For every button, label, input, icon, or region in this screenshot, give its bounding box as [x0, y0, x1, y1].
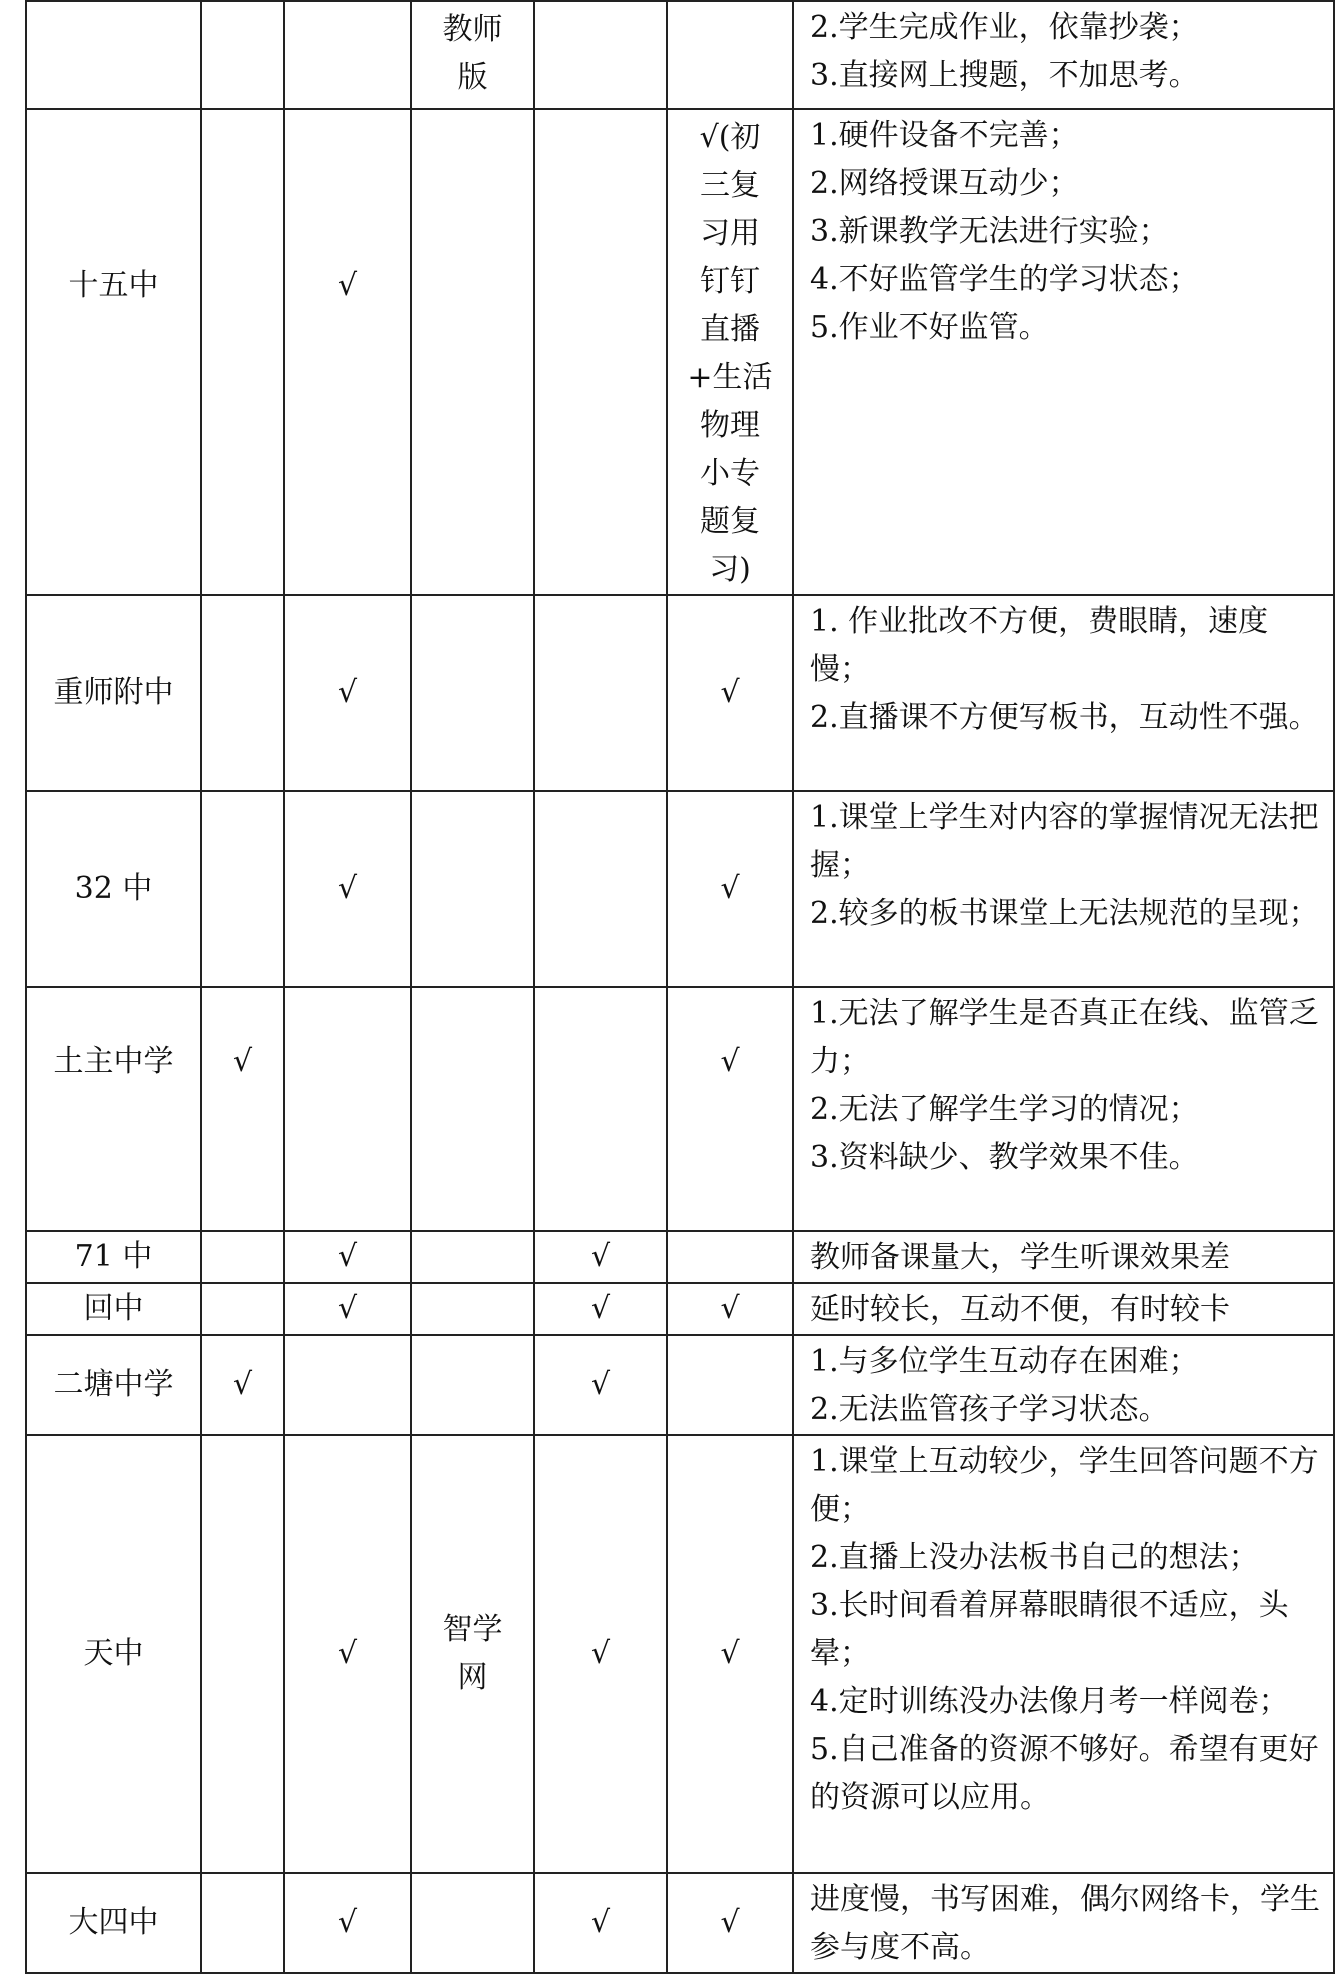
col1-cell: [201, 595, 284, 791]
table-row: [26, 791, 1334, 987]
table-row: [26, 1, 1334, 109]
school-cell: 重师附中: [26, 595, 201, 791]
issues-cell: [793, 1283, 1334, 1335]
check-mark: √: [720, 1044, 740, 1079]
col2-cell: [284, 987, 411, 1231]
issue-line: 1.课堂上学生对内容的掌握情况无法把握；: [810, 800, 1319, 883]
platform-text: 教师版: [442, 12, 503, 95]
col1-cell: [201, 109, 284, 595]
col3-cell: [411, 1435, 534, 1873]
issue-line: 1.无法了解学生是否真正在线、监管乏力；: [810, 996, 1319, 1079]
check-mark: √: [232, 1044, 253, 1079]
school-cell: 大四中: [26, 1873, 201, 1973]
check-note: √(初三复习用钉钉直播+生活物理小专题复习): [687, 120, 773, 587]
table-row: [26, 1873, 1334, 1973]
col2-cell: √: [284, 791, 411, 987]
col5-cell: √: [667, 1435, 793, 1873]
col5-cell: [667, 987, 793, 1231]
table-row: [26, 595, 1334, 791]
issues-cell: [793, 987, 1334, 1231]
col4-cell: [534, 109, 667, 595]
school-name: 土主中学: [53, 1044, 174, 1079]
col4-cell: √: [534, 1283, 667, 1335]
col3-cell: [411, 987, 534, 1231]
col3-cell: [411, 791, 534, 987]
issues-cell: [793, 1335, 1334, 1435]
col5-cell: √: [667, 791, 793, 987]
col5-cell: [667, 1335, 793, 1435]
table-row: [26, 1435, 1334, 1873]
issue-line: 2.学生完成作业，依靠抄袭；: [810, 10, 1199, 45]
col1-cell: √: [201, 1335, 284, 1435]
col3-cell: [411, 1873, 534, 1973]
col2-cell: √: [284, 595, 411, 791]
col5-cell: √: [667, 595, 793, 791]
issue-line: 5.自己准备的资源不够好。希望有更好的资源可以应用。: [810, 1732, 1319, 1815]
col2-cell: [284, 109, 411, 595]
col5-cell: √: [667, 1283, 793, 1335]
issue-line: 1.与多位学生互动存在困难；: [810, 1344, 1199, 1379]
issue-line: 1.课堂上互动较少，学生回答问题不方便；: [810, 1444, 1319, 1527]
table-row: [26, 1231, 1334, 1283]
school-cell: [26, 1, 201, 109]
school-cell: 二塘中学: [26, 1335, 201, 1435]
issues-cell: [793, 1435, 1334, 1873]
col3-cell: [411, 109, 534, 595]
col4-cell: [534, 791, 667, 987]
col3-cell: [411, 1, 534, 109]
school-cell: 32 中: [26, 791, 201, 987]
issues-cell: [793, 1873, 1334, 1973]
col4-cell: √: [534, 1231, 667, 1283]
issue-line: 2.较多的板书课堂上无法规范的呈现；: [810, 896, 1319, 931]
school-cell: [26, 109, 201, 595]
col5-cell: [667, 109, 793, 595]
issue-line: 3.新课教学无法进行实验；: [810, 214, 1169, 249]
col5-cell: [667, 1231, 793, 1283]
col3-cell: [411, 595, 534, 791]
school-cell: [26, 987, 201, 1231]
issue-line: 3.资料缺少、教学效果不佳。: [810, 1140, 1199, 1175]
col2-cell: √: [284, 1231, 411, 1283]
school-cell: 天中: [26, 1435, 201, 1873]
col1-cell: [201, 791, 284, 987]
issue-line: 4.定时训练没办法像月考一样阅卷；: [810, 1684, 1289, 1719]
col1-cell: [201, 1, 284, 109]
issues-cell: [793, 109, 1334, 595]
col4-cell: √: [534, 1335, 667, 1435]
issues-cell: [793, 1231, 1334, 1283]
col2-cell: [284, 1335, 411, 1435]
school-cell: 回中: [26, 1283, 201, 1335]
survey-table: [25, 0, 1335, 1974]
issue-line: 教师备课量大，学生听课效果差: [810, 1240, 1230, 1275]
col2-cell: √: [284, 1283, 411, 1335]
col4-cell: [534, 1, 667, 109]
issue-line: 2.直播课不方便写板书，互动性不强。: [810, 700, 1319, 735]
school-name: 十五中: [68, 268, 159, 303]
check-mark: √: [337, 268, 358, 303]
col3-cell: [411, 1335, 534, 1435]
col5-cell: √: [667, 1873, 793, 1973]
col5-cell: [667, 1, 793, 109]
col1-cell: [201, 1435, 284, 1873]
issue-line: 2.无法监管孩子学习状态。: [810, 1392, 1169, 1427]
issue-line: 5.作业不好监管。: [810, 310, 1049, 345]
issue-line: 2.直播上没办法板书自己的想法；: [810, 1540, 1259, 1575]
col1-cell: [201, 1873, 284, 1973]
col3-cell: [411, 1283, 534, 1335]
issue-line: 2.无法了解学生学习的情况；: [810, 1092, 1199, 1127]
col4-cell: [534, 595, 667, 791]
table-row: [26, 109, 1334, 595]
col1-cell: [201, 1283, 284, 1335]
col1-cell: [201, 987, 284, 1231]
platform-text: 智学网: [442, 1612, 503, 1695]
issue-line: 3.直接网上搜题，不加思考。: [810, 58, 1199, 93]
issue-line: 1. 作业批改不方便，费眼睛，速度慢；: [810, 604, 1269, 687]
col4-cell: √: [534, 1873, 667, 1973]
table-row: [26, 987, 1334, 1231]
issue-line: 1.硬件设备不完善；: [810, 118, 1079, 153]
col4-cell: √: [534, 1435, 667, 1873]
col2-cell: √: [284, 1873, 411, 1973]
col4-cell: [534, 987, 667, 1231]
col2-cell: √: [284, 1435, 411, 1873]
issue-line: 2.网络授课互动少；: [810, 166, 1079, 201]
table-row: [26, 1283, 1334, 1335]
issue-line: 3.长时间看着屏幕眼睛很不适应，头晕；: [810, 1588, 1289, 1671]
col1-cell: [201, 1231, 284, 1283]
issues-cell: [793, 595, 1334, 791]
issue-line: 4.不好监管学生的学习状态；: [810, 262, 1199, 297]
table-row: [26, 1335, 1334, 1435]
school-cell: 71 中: [26, 1231, 201, 1283]
issues-cell: [793, 1, 1334, 109]
col3-cell: [411, 1231, 534, 1283]
issue-line: 进度慢，书写困难，偶尔网络卡，学生参与度不高。: [810, 1882, 1320, 1965]
issues-cell: [793, 791, 1334, 987]
col2-cell: [284, 1, 411, 109]
issue-line: 延时较长，互动不便，有时较卡: [810, 1292, 1230, 1327]
